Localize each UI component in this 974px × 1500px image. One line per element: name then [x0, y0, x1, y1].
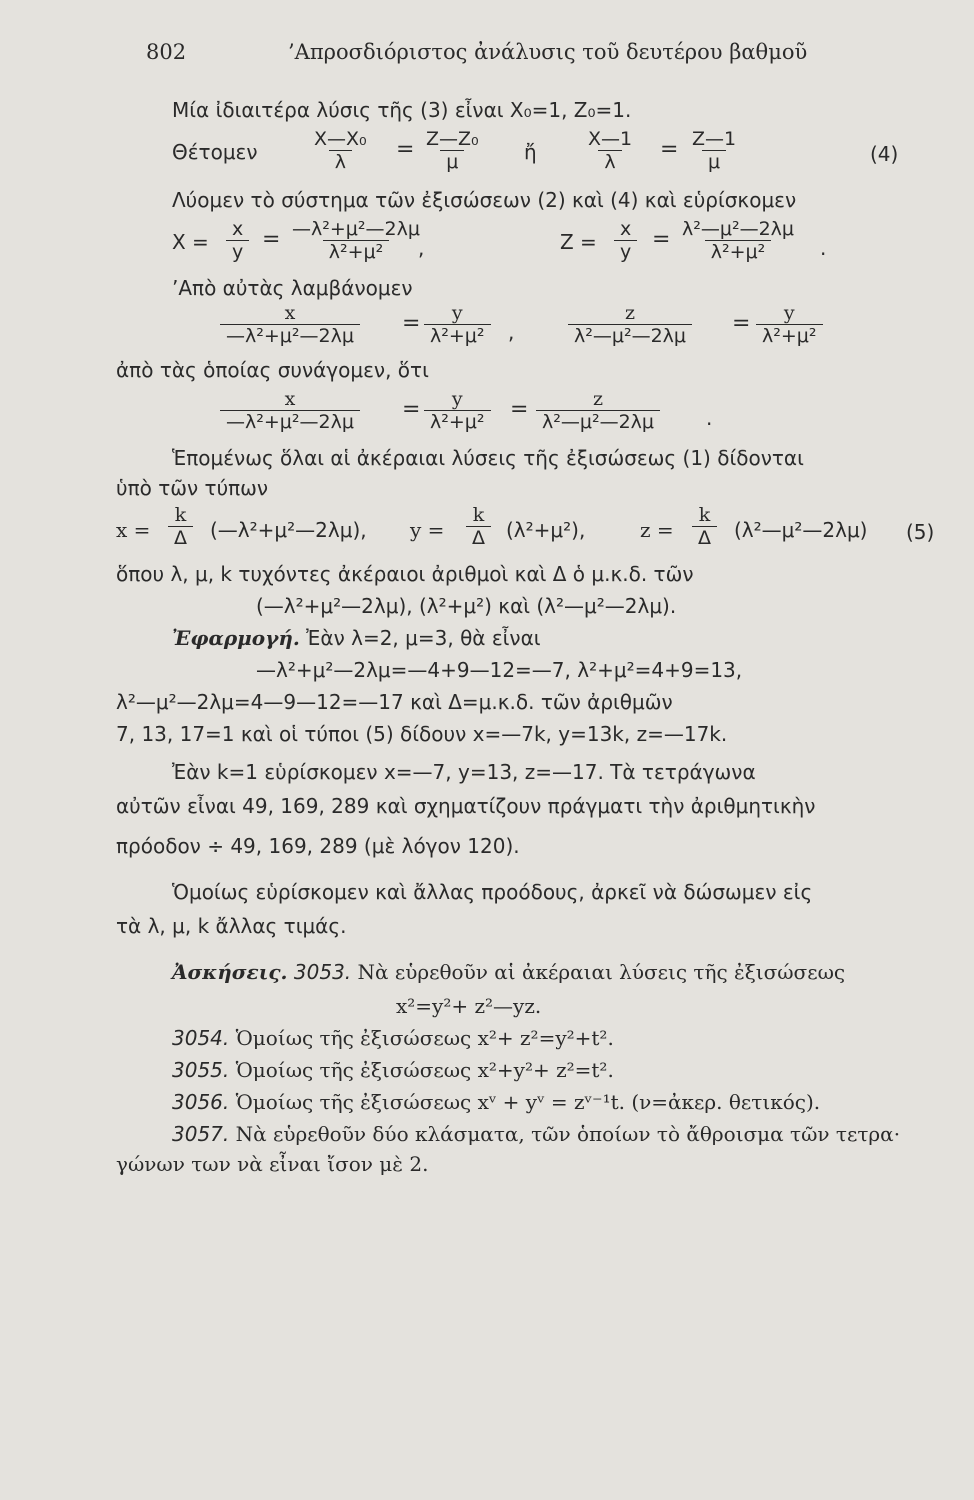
section-heading: Ἐφαρμογή.: [172, 626, 300, 650]
text-line: αὐτῶν εἶναι 49, 169, 289 καὶ σχηματίζουν πράγματι τὴν ἀριθμητικὴν: [116, 794, 816, 818]
equation-tag: (5): [906, 520, 935, 544]
exercise-number: 3053.: [293, 960, 352, 984]
equals-sign: =: [732, 311, 751, 336]
text-line: Ἐὰν k=1 εὑρίσκομεν x=—7, y=13, z=—17. Τὰ τετράγωνα: [172, 760, 756, 784]
fraction: [466, 504, 491, 549]
math-symbol: x =: [116, 518, 151, 542]
fraction: [226, 218, 249, 263]
fraction: [424, 302, 491, 347]
exercise-text: Ὁμοίως τῆς ἐξισώσεως xᵛ + yᵛ = zᵛ⁻¹t. (ν=ἀκερ. θετικός).: [229, 1090, 821, 1114]
text-line: ὅπου λ, μ, k τυχόντες ἀκέραιοι ἀριθμοὶ καὶ Δ ὁ μ.κ.δ. τῶν: [116, 562, 694, 586]
exercise-3056: [172, 1090, 820, 1114]
numerator: y: [451, 302, 463, 324]
equation-tag: (4): [870, 142, 899, 166]
numerator: y: [783, 302, 795, 324]
text-line: πρόοδον ÷ 49, 169, 289 (μὲ λόγον 120).: [116, 834, 520, 858]
running-title: ’Απροσδιόριστος ἀνάλυσις τοῦ δευτέρου βαθμοῦ: [288, 40, 808, 64]
exercise-3055: [172, 1058, 614, 1082]
denominator: λ: [329, 150, 352, 173]
text-line: γώνων των νὰ εἶναι ἴσον μὲ 2.: [116, 1152, 429, 1176]
fraction: [286, 218, 426, 263]
application-line: [172, 626, 541, 650]
numerator: x: [232, 218, 244, 240]
numerator: Z—Z₀: [426, 128, 479, 150]
exercise-3053: [172, 960, 845, 984]
numerator: k: [174, 504, 187, 526]
numerator: λ²—μ²—2λμ: [682, 218, 794, 240]
equals-sign: =: [262, 227, 281, 252]
denominator: λ²+μ²: [756, 324, 823, 347]
fraction: [568, 302, 692, 347]
exercise-number: 3055.: [172, 1058, 230, 1082]
denominator: Δ: [692, 526, 717, 549]
denominator: —λ²+μ²—2λμ: [220, 410, 360, 433]
exercise-number: 3054.: [172, 1026, 230, 1050]
numerator: x: [284, 388, 296, 410]
denominator: y: [226, 240, 249, 263]
fraction: [756, 302, 823, 347]
math-expression: x²=y²+ z²—yz.: [396, 994, 542, 1018]
fraction: [308, 128, 373, 173]
numerator: X—X₀: [314, 128, 367, 150]
math-symbol: X =: [172, 230, 209, 254]
math-expression: (λ²—μ²—2λμ): [734, 518, 868, 542]
math-symbol: y =: [410, 518, 445, 542]
fraction: [168, 504, 193, 549]
text-line: Λύομεν τὸ σύστημα τῶν ἐξισώσεων (2) καὶ (4) καὶ εὑρίσκομεν: [172, 188, 797, 212]
fraction: [676, 218, 800, 263]
numerator: k: [698, 504, 711, 526]
exercise-number: 3057.: [172, 1122, 230, 1146]
numerator: x: [620, 218, 632, 240]
numerator: k: [472, 504, 485, 526]
denominator: μ: [702, 150, 726, 173]
punctuation: ,: [508, 320, 515, 344]
equals-sign: =: [396, 137, 415, 162]
exercises-heading: Ἀσκήσεις.: [172, 960, 288, 984]
text-line: ἤ: [524, 140, 537, 164]
denominator: λ²+μ²: [424, 324, 491, 347]
numerator: y: [451, 388, 463, 410]
text-line: 7, 13, 17=1 καὶ οἱ τύποι (5) δίδουν x=—7k, y=13k, z=—17k.: [116, 722, 728, 746]
page-number: 802: [146, 40, 187, 64]
text-line: —λ²+μ²—2λμ=—4+9—12=—7, λ²+μ²=4+9=13,: [256, 658, 743, 682]
denominator: y: [614, 240, 637, 263]
denominator: λ²+μ²: [323, 240, 390, 263]
equals-sign: =: [652, 227, 671, 252]
denominator: λ²—μ²—2λμ: [568, 324, 692, 347]
denominator: Δ: [466, 526, 491, 549]
equals-sign: =: [402, 397, 421, 422]
text-line: Θέτομεν: [172, 140, 258, 164]
equals-sign: =: [402, 311, 421, 336]
fraction: [420, 128, 485, 173]
numerator: z: [592, 388, 603, 410]
text-line: ἀπὸ τὰς ὁποίας συνάγομεν, ὅτι: [116, 358, 429, 382]
exercise-3054: [172, 1026, 614, 1050]
text-line: ’Απὸ αὐτὰς λαμβάνομεν: [172, 276, 413, 300]
denominator: μ: [440, 150, 464, 173]
exercise-text: Νὰ εὑρεθοῦν αἱ ἀκέραιαι λύσεις τῆς ἐξισώσεως: [351, 960, 846, 984]
fraction: [582, 128, 638, 173]
math-expression: (λ²+μ²),: [506, 518, 586, 542]
text-line: Μία ἰδιαιτέρα λύσις τῆς (3) εἶναι X₀=1, Z₀=1.: [172, 98, 632, 122]
fraction: [220, 302, 360, 347]
denominator: λ²+μ²: [705, 240, 772, 263]
fraction: [536, 388, 660, 433]
exercise-number: 3056.: [172, 1090, 230, 1114]
math-symbol: Z =: [560, 230, 597, 254]
numerator: —λ²+μ²—2λμ: [292, 218, 420, 240]
fraction: [614, 218, 637, 263]
exercise-text: Ὁμοίως τῆς ἐξισώσεως x²+y²+ z²=t².: [229, 1058, 614, 1082]
text-line: Ὁμοίως εὑρίσκομεν καὶ ἄλλας προόδους, ἀρκεῖ νὰ δώσωμεν εἰς: [172, 880, 813, 904]
text-line: (—λ²+μ²—2λμ), (λ²+μ²) καὶ (λ²—μ²—2λμ).: [256, 594, 677, 618]
math-expression: (—λ²+μ²—2λμ),: [210, 518, 367, 542]
fraction: [692, 504, 717, 549]
equals-sign: =: [510, 397, 529, 422]
denominator: Δ: [168, 526, 193, 549]
math-symbol: z =: [640, 518, 674, 542]
denominator: λ: [598, 150, 621, 173]
exercise-text: Ὁμοίως τῆς ἐξισώσεως x²+ z²=y²+t².: [229, 1026, 614, 1050]
fraction: [686, 128, 742, 173]
exercise-text: Νὰ εὑρεθοῦν δύο κλάσματα, τῶν ὁποίων τὸ ἄθροισμα τῶν τετρα·: [229, 1122, 901, 1146]
punctuation: .: [820, 236, 827, 260]
denominator: λ²—μ²—2λμ: [536, 410, 660, 433]
fraction: [220, 388, 360, 433]
punctuation: .: [706, 406, 713, 430]
numerator: z: [624, 302, 635, 324]
text-line: Ἑπομένως ὅλαι αἱ ἀκέραιαι λύσεις τῆς ἐξισώσεως (1) δίδονται: [172, 446, 804, 470]
numerator: Z—1: [692, 128, 737, 150]
denominator: —λ²+μ²—2λμ: [220, 324, 360, 347]
text-span: Ἐὰν λ=2, μ=3, θὰ εἶναι: [299, 626, 541, 650]
denominator: λ²+μ²: [424, 410, 491, 433]
text-line: ὑπὸ τῶν τύπων: [116, 476, 269, 500]
text-line: λ²—μ²—2λμ=4—9—12=—17 καὶ Δ=μ.κ.δ. τῶν ἀριθμῶν: [116, 690, 673, 714]
equals-sign: =: [660, 137, 679, 162]
numerator: X—1: [588, 128, 633, 150]
text-line: τὰ λ, μ, k ἄλλας τιμάς.: [116, 914, 347, 938]
exercise-3057: [172, 1122, 900, 1146]
fraction: [424, 388, 491, 433]
punctuation: ,: [418, 236, 425, 260]
numerator: x: [284, 302, 296, 324]
